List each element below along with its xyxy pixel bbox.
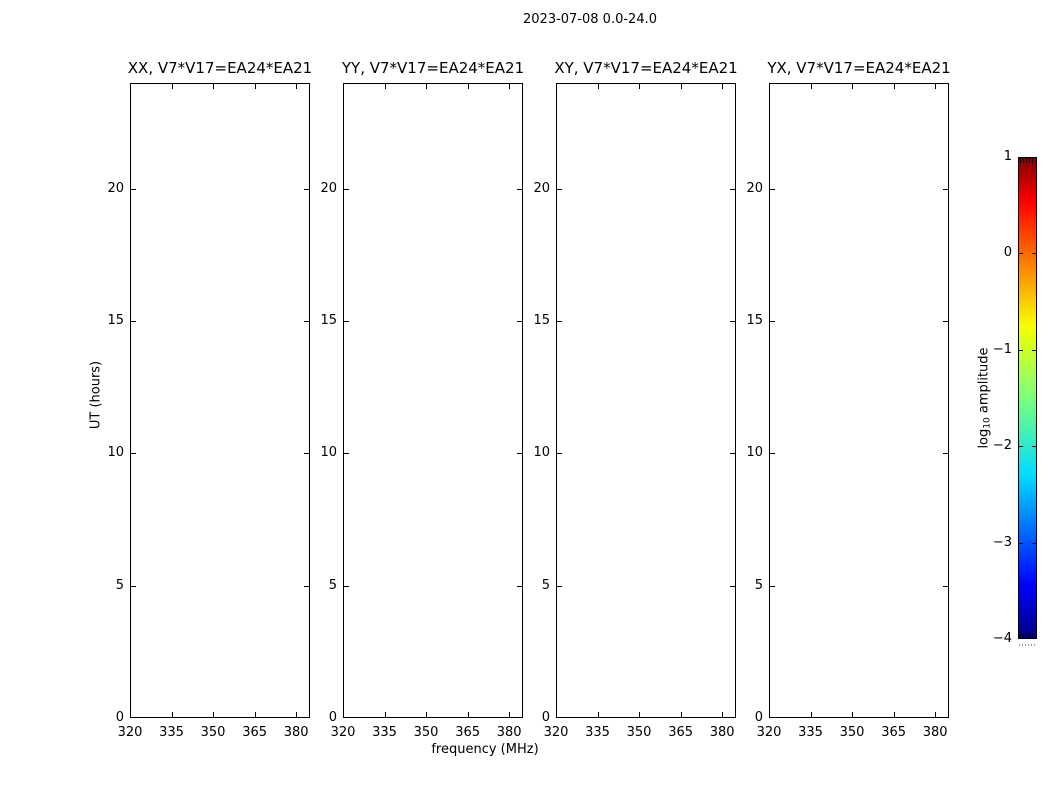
y-tick	[557, 586, 562, 587]
colorbar-label-rest: amplitude	[976, 347, 992, 418]
panel-title-yy: YY, V7*V17=EA24*EA21	[341, 59, 525, 77]
x-tick-label: 320	[117, 725, 143, 740]
x-tick-label: 350	[200, 725, 226, 740]
x-tick	[811, 84, 812, 89]
y-tick-label: 0	[754, 710, 763, 725]
x-tick-label: 335	[585, 725, 610, 740]
x-tick	[509, 84, 510, 89]
x-tick-label: 365	[455, 725, 481, 740]
x-tick	[468, 712, 469, 717]
y-tick-label: 20	[320, 180, 337, 196]
x-tick	[598, 712, 599, 717]
y-tick-label: 10	[320, 445, 337, 461]
x-tick-label: 365	[881, 725, 907, 740]
y-tick	[943, 189, 948, 190]
y-tick-label: 15	[533, 313, 550, 329]
x-tick	[852, 84, 853, 89]
y-tick-label: 10	[533, 445, 550, 461]
y-tick-label: 20	[107, 180, 124, 196]
colorbar-label	[978, 347, 993, 448]
x-tick-label: 320	[330, 725, 356, 740]
x-tick	[255, 84, 256, 89]
colorbar-end-hatch-top	[1020, 158, 1035, 163]
x-tick	[681, 84, 682, 89]
colorbar-tick	[1032, 253, 1036, 254]
y-tick-label: 10	[746, 445, 763, 461]
x-tick	[296, 84, 297, 89]
y-tick	[943, 453, 948, 454]
x-tick-label: 335	[798, 725, 823, 740]
plot-area-yy	[343, 83, 523, 718]
x-tick	[213, 712, 214, 717]
y-tick	[344, 189, 349, 190]
y-tick-label: 5	[115, 577, 124, 593]
colorbar-tick	[1019, 543, 1023, 544]
y-tick	[557, 189, 562, 190]
colorbar-tick	[1019, 350, 1023, 351]
x-tick	[255, 712, 256, 717]
y-tick	[131, 453, 136, 454]
x-tick-label: 320	[756, 725, 782, 740]
y-tick-label: 10	[107, 445, 124, 461]
x-tick	[894, 84, 895, 89]
x-tick	[639, 84, 640, 89]
y-tick	[344, 453, 349, 454]
x-tick	[894, 712, 895, 717]
y-tick	[770, 586, 775, 587]
x-tick	[385, 84, 386, 89]
y-tick	[943, 321, 948, 322]
x-tick	[935, 84, 936, 89]
colorbar-underflow-dots	[1019, 644, 1036, 646]
colorbar-tick-label: −3	[992, 534, 1012, 550]
y-tick-label: 20	[533, 180, 550, 196]
x-tick	[385, 712, 386, 717]
y-tick	[770, 321, 775, 322]
y-tick	[344, 321, 349, 322]
colorbar-tick	[1032, 543, 1036, 544]
x-tick-label: 320	[543, 725, 569, 740]
y-tick-label: 5	[754, 577, 763, 593]
y-tick	[131, 586, 136, 587]
x-tick	[172, 84, 173, 89]
y-tick-label: 15	[746, 313, 763, 329]
x-tick	[722, 84, 723, 89]
y-tick	[131, 189, 136, 190]
x-tick	[935, 712, 936, 717]
x-tick	[426, 84, 427, 89]
x-tick	[468, 84, 469, 89]
y-tick-label: 5	[328, 577, 337, 593]
x-tick-label: 350	[626, 725, 652, 740]
panel-title-xx: XX, V7*V17=EA24*EA21	[127, 59, 313, 77]
x-tick	[639, 712, 640, 717]
plot-area-yx	[769, 83, 949, 718]
x-tick-label: 380	[709, 725, 735, 740]
colorbar-end-hatch-bottom	[1020, 633, 1035, 638]
x-tick	[213, 84, 214, 89]
x-tick-label: 365	[668, 725, 694, 740]
colorbar-tick	[1019, 253, 1023, 254]
x-tick	[852, 712, 853, 717]
x-tick	[681, 712, 682, 717]
y-axis-label: UT (hours)	[88, 360, 104, 430]
y-tick	[557, 321, 562, 322]
y-tick-label: 20	[746, 180, 763, 196]
x-tick-label: 380	[283, 725, 309, 740]
x-tick-label: 335	[372, 725, 397, 740]
x-tick-label: 380	[496, 725, 522, 740]
x-tick-label: 350	[839, 725, 865, 740]
colorbar-tick	[1019, 446, 1023, 447]
y-tick-label: 5	[541, 577, 550, 593]
colorbar-gradient	[1018, 157, 1037, 639]
colorbar-label-subscript: 10	[982, 417, 993, 429]
y-tick-label: 15	[107, 313, 124, 329]
colorbar-tick-label: −2	[992, 438, 1012, 454]
colorbar-tick	[1032, 350, 1036, 351]
y-tick-label: 0	[328, 710, 337, 725]
colorbar-label-log: log	[976, 428, 992, 449]
colorbar-tick	[1032, 446, 1036, 447]
y-tick-label: 0	[115, 710, 124, 725]
y-tick	[131, 321, 136, 322]
x-axis-label: frequency (MHz)	[431, 742, 539, 757]
colorbar-tick-label: 1	[1003, 149, 1012, 164]
y-tick	[943, 586, 948, 587]
plot-area-xx	[130, 83, 310, 718]
y-tick-label: 0	[541, 710, 550, 725]
y-tick-label: 15	[320, 313, 337, 329]
colorbar-tick-label: −4	[992, 631, 1012, 646]
x-tick-label: 350	[413, 725, 439, 740]
x-tick	[172, 712, 173, 717]
x-tick-label: 365	[242, 725, 268, 740]
panel-title-yx: YX, V7*V17=EA24*EA21	[767, 59, 951, 77]
plot-area-xy	[556, 83, 736, 718]
x-tick-label: 380	[922, 725, 948, 740]
figure-title: 2023-07-08 0.0-24.0	[523, 12, 657, 27]
x-tick	[811, 712, 812, 717]
x-tick-label: 335	[159, 725, 184, 740]
colorbar-tick-label: 0	[1003, 245, 1012, 261]
x-tick	[598, 84, 599, 89]
y-tick	[770, 189, 775, 190]
y-tick	[557, 453, 562, 454]
panel-title-xy: XY, V7*V17=EA24*EA21	[554, 59, 738, 77]
y-tick	[770, 453, 775, 454]
y-tick	[344, 586, 349, 587]
x-tick	[426, 712, 427, 717]
colorbar-tick-label: −1	[992, 341, 1012, 357]
